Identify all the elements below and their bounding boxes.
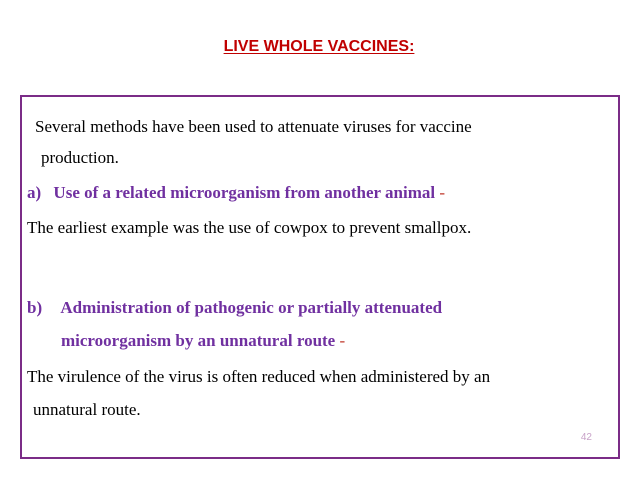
intro-line-1: Several methods have been used to attenuate viruses for vaccine	[35, 117, 472, 136]
slide-title: LIVE WHOLE VACCINES:	[223, 38, 415, 55]
item-b-heading-row-1	[27, 298, 442, 318]
item-b-dash: -	[335, 331, 346, 350]
item-a-heading: Use of a related microorganism from another animal	[53, 183, 436, 202]
item-a-body: The earliest example was the use of cowpox to prevent smallpox.	[27, 218, 472, 237]
item-b-marker: b)	[27, 298, 43, 317]
item-b-body-2: unnatural route.	[33, 400, 141, 419]
item-b-heading-row-2	[61, 331, 345, 351]
item-b-body-1: The virulence of the virus is often reduced when administered by an	[27, 367, 491, 386]
content-box	[20, 95, 620, 459]
intro-line-2: production.	[41, 148, 119, 167]
item-a-marker: a)	[27, 183, 42, 202]
item-b-heading-2: microorganism by an unnatural route	[61, 331, 336, 350]
item-a-heading-row	[27, 183, 445, 203]
page-number: 42	[580, 432, 592, 443]
item-b-heading-1: Administration of pathogenic or partially attenuated	[60, 298, 443, 317]
item-a-dash: -	[435, 183, 446, 202]
